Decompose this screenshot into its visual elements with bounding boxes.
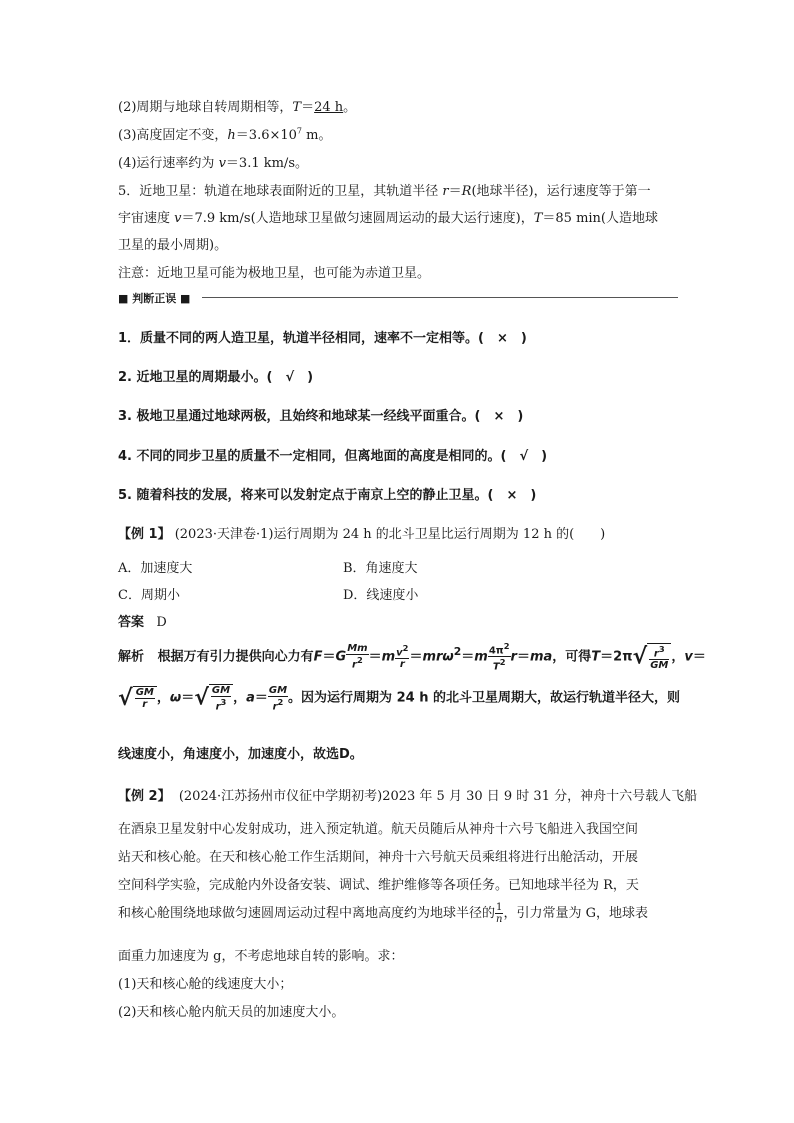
analysis-line1: 解析 根据万有引力提供向心力有F＝G $\frac{Mm}{r^2}$ ＝m $\frac{v^2}{r}$ ＝mrω$^2$＝m $\frac{4\pi^2}{T^2}$ r＝ma，可得T＝2π√ $\frac{r^3}{GM}$ ，v＝ bbox=[118, 641, 706, 673]
option-d: D．线速度小 bbox=[343, 588, 419, 603]
judgment-item: 1．质量不同的两人造卫星，轨道半径相同，速率不一定相等。( × ) bbox=[118, 331, 527, 346]
item-period: (2)周期与地球自转周期相等，T＝24 h。 bbox=[118, 100, 357, 115]
example2-line4: 空间科学实验，完成舱内外设备安装、调试、维护维修等各项任务。已知地球半径为 R，天 bbox=[118, 878, 639, 893]
example2-line6: 面重力加速度为 g，不考虑地球自转的影响。求： bbox=[118, 949, 404, 964]
answer-line bbox=[118, 611, 167, 630]
item-height: (3)高度固定不变，$h=3.6\times 10^7$ m。 bbox=[118, 126, 332, 143]
example2-line5: 和核心舱围绕地球做匀速圆周运动过程中离地高度约为地球半径的 $\frac{1}{n}$ ，引力常量为 G，地球表 bbox=[118, 902, 648, 925]
example2-line3: 站天和核心舱。在天和核心舱工作生活期间，神舟十六号航天员乘组将进行出舱活动，开展 bbox=[118, 850, 639, 865]
near-earth-satellite-line1: 5．近地卫星：轨道在地球表面附近的卫星，其轨道半径 r＝R(地球半径)，运行速度等于第一 bbox=[118, 184, 651, 199]
question-1: (1)天和核心舱的线速度大小； bbox=[118, 977, 293, 992]
judgment-item: 3. 极地卫星通过地球两极，且始终和地球某一经线平面重合。( × ) bbox=[118, 409, 524, 424]
analysis-line3: 线速度小，角速度小，加速度小，故选D。 bbox=[118, 747, 363, 762]
underlined-value: 24 h bbox=[314, 100, 344, 115]
analysis-line2: √ $\frac{GM}{r}$ ，ω＝√ $\frac{GM}{r^3}$ ，a＝ $\frac{GM}{r^2}$ 。因为运行周期为 24 h 的北斗卫星周期大，故运行轨道半径大，则 bbox=[118, 684, 680, 713]
judgment-item: 2. 近地卫星的周期最小。( √ ) bbox=[118, 370, 314, 385]
answer-value: D bbox=[156, 615, 167, 630]
judgment-item: 4. 不同的同步卫星的质量不一定相同，但离地面的高度是相同的。( √ ) bbox=[118, 449, 548, 464]
section-label: ■ 判断正误 ■ bbox=[118, 292, 191, 305]
example2-line1: 【例 2】 (2024·江苏扬州市仪征中学期初考)2023 年 5 月 30 日 9 时 31 分，神舟十六号载人飞船 bbox=[118, 789, 698, 804]
example-tag: 【例 1】 bbox=[118, 527, 171, 542]
example2-line2: 在酒泉卫星发射中心发射成功，进入预定轨道。航天员随后从神舟十六号飞船进入我国空间 bbox=[118, 822, 639, 837]
answer-label: 答案 bbox=[118, 615, 145, 630]
example-tag: 【例 2】 bbox=[118, 789, 171, 804]
item-speed: (4)运行速率约为 v＝3.1 km/s。 bbox=[118, 156, 308, 171]
section-judge-header bbox=[118, 290, 678, 304]
near-earth-satellite-line2: 宇宙速度 v＝7.9 km/s(人造地球卫星做匀速圆周运动的最大运行速度)，T＝85 min(人造地球 bbox=[118, 211, 658, 226]
option-c: C．周期小 bbox=[118, 588, 180, 603]
near-earth-satellite-line3: 卫星的最小周期)。 bbox=[118, 238, 228, 253]
question-2: (2)天和核心舱内航天员的加速度大小。 bbox=[118, 1005, 345, 1020]
example1-question: 【例 1】 (2023·天津卷·1)运行周期为 24 h 的北斗卫星比运行周期为 12 h 的( ) bbox=[118, 527, 606, 542]
section-divider bbox=[202, 297, 678, 298]
judgment-item: 5. 随着科技的发展，将来可以发射定点于南京上空的静止卫星。( × ) bbox=[118, 488, 537, 503]
option-a: A．加速度大 bbox=[118, 561, 193, 576]
note: 注意：近地卫星可能为极地卫星，也可能为赤道卫星。 bbox=[118, 266, 431, 281]
option-b: B．角速度大 bbox=[343, 561, 418, 576]
